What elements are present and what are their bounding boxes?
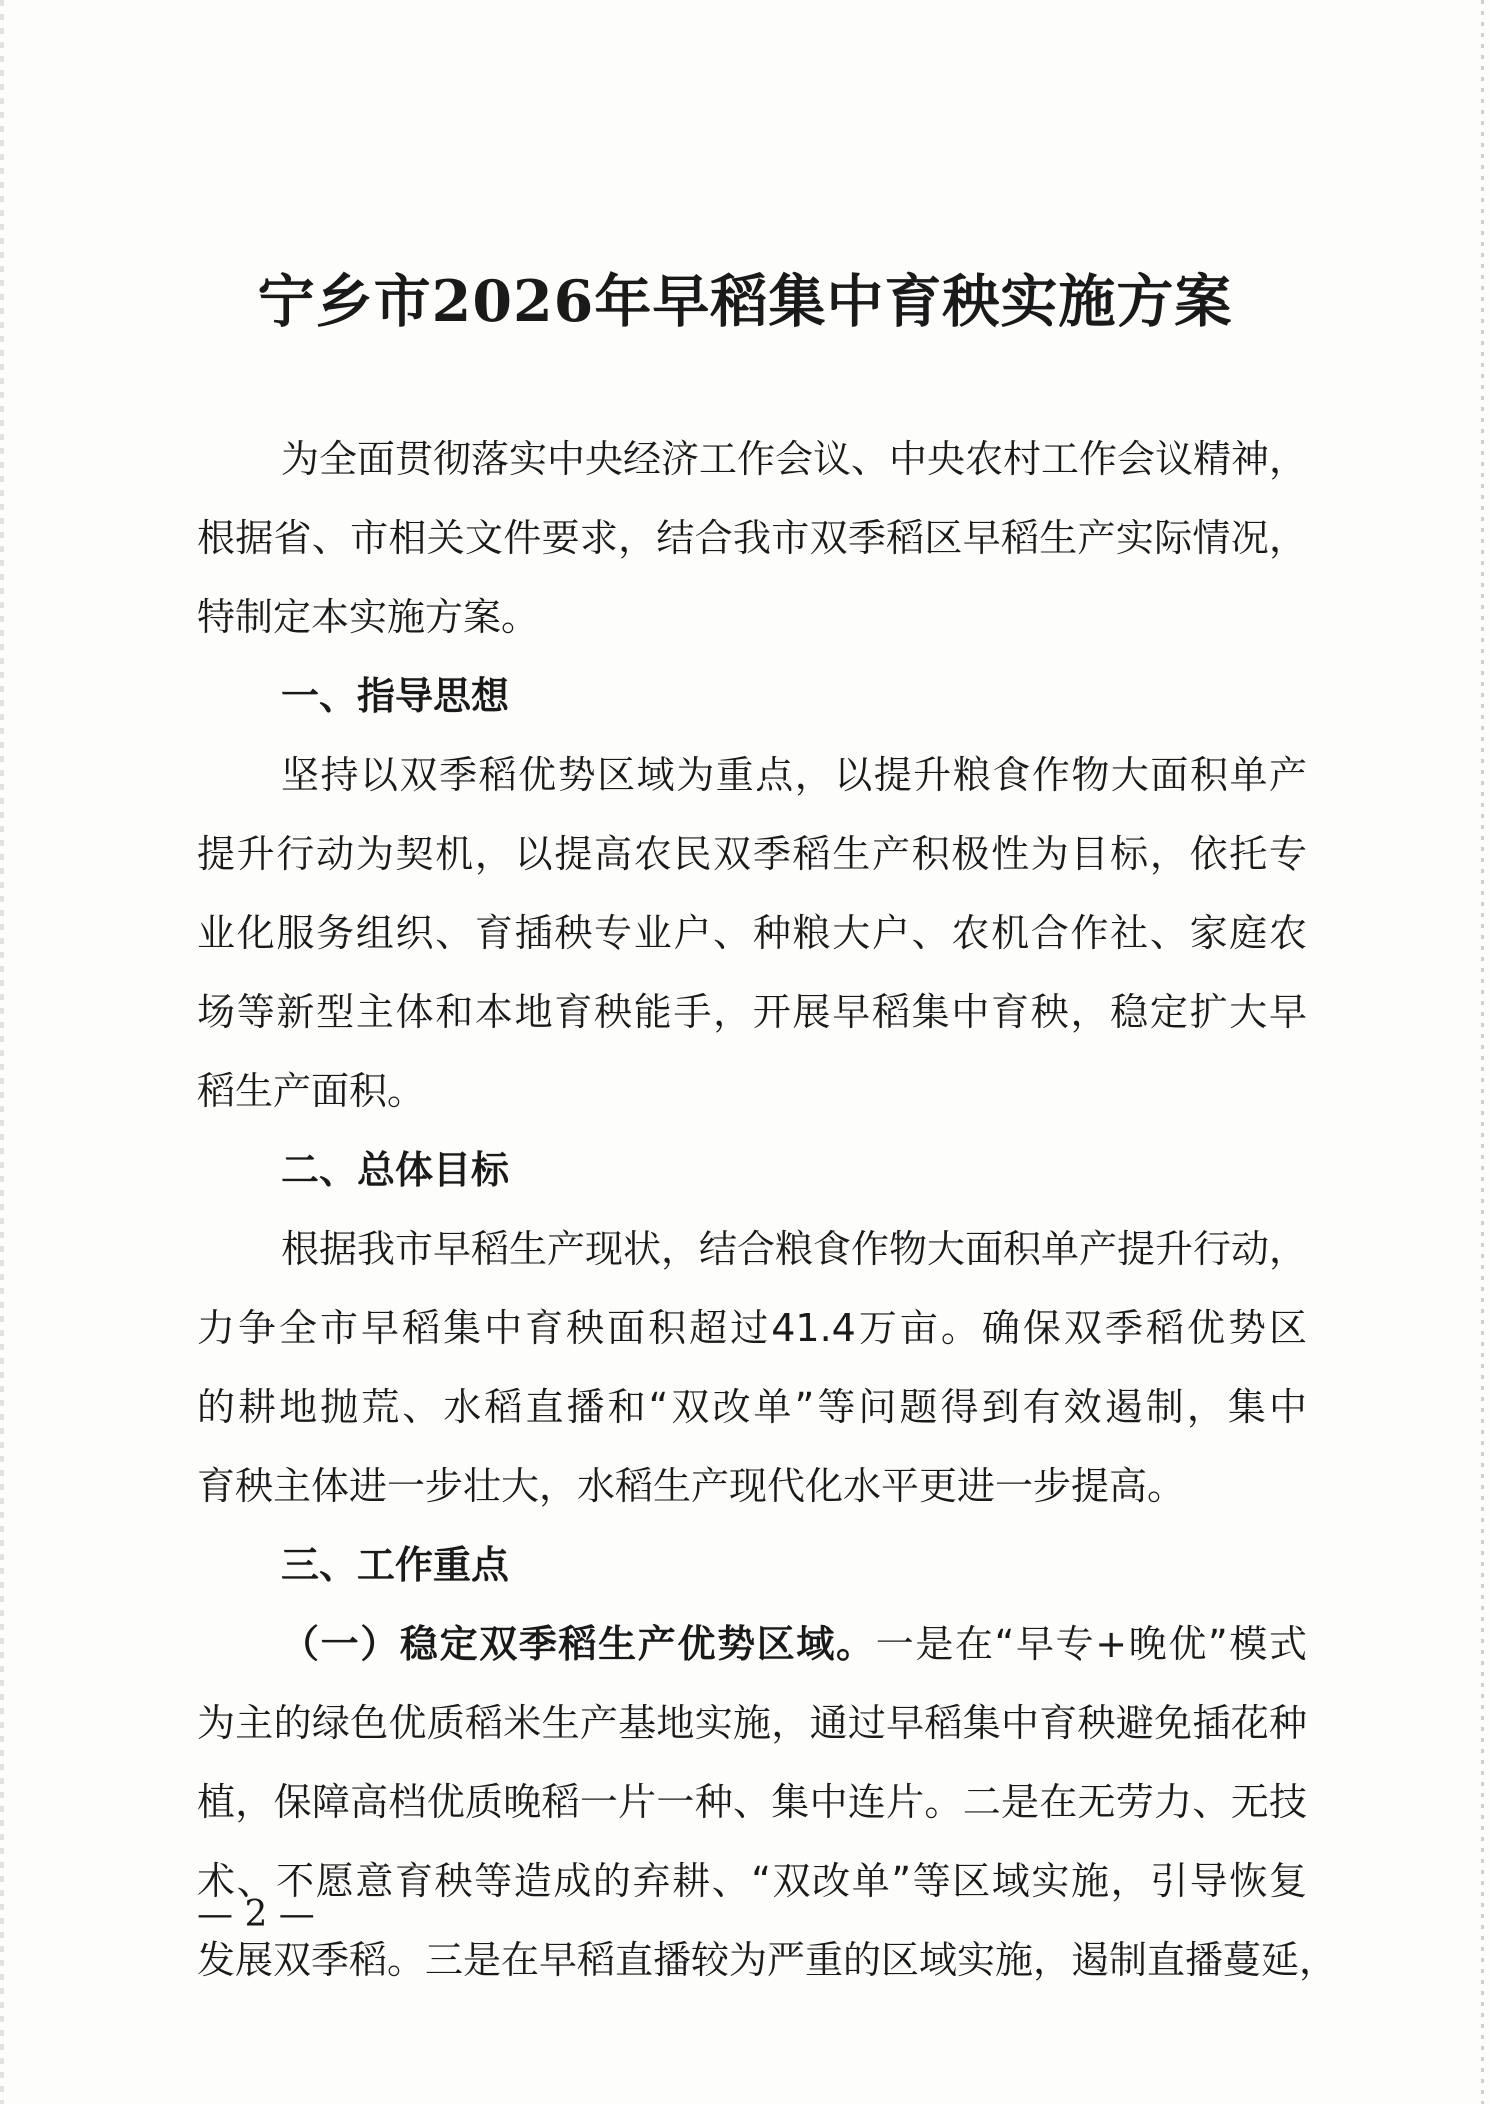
intro-line: 根据省、市相关文件要求，结合我市双季稻区早稻生产实际情况， (197, 516, 1307, 560)
paragraph-line-with-subheading (197, 1605, 1307, 1684)
paragraph-line: 坚持以双季稻优势区域为重点，以提升粮食作物大面积单产 (281, 753, 1307, 797)
section-heading-guiding-ideology: 一、指导思想 (281, 674, 510, 718)
paragraph-line: 根据我市早稻生产现状，结合粮食作物大面积单产提升行动， (281, 1227, 1308, 1271)
paragraph-line: 育秧主体进一步壮大，水稻生产现代化水平更进一步提高。 (197, 1464, 1186, 1508)
paragraph-line: 为主的绿色优质稻米生产基地实施，通过早稻集中育秧避免插花种 (197, 1701, 1307, 1745)
paragraph-line: 提升行动为契机，以提高农民双季稻生产积极性为目标，依托专 (197, 832, 1307, 876)
paragraph-text: 一是在“早专+晚优”模式 (875, 1622, 1307, 1666)
paragraph-line: 的耕地抛荒、水稻直播和“双改单”等问题得到有效遏制，集中 (197, 1385, 1307, 1429)
document-body (197, 420, 1338, 2000)
document-title: 宁乡市2026年早稻集中育秧实施方案 (257, 268, 1233, 335)
subheading-stabilize-region: （一）稳定双季稻生产优势区域。 (281, 1622, 876, 1666)
paragraph-line: 稻生产面积。 (197, 1069, 426, 1113)
paragraph-line: 力争全市早稻集中育秧面积超过41.4万亩。确保双季稻优势区 (197, 1306, 1307, 1350)
section-heading-work-priorities: 三、工作重点 (281, 1543, 510, 1587)
paragraph-line: 发展双季稻。三是在早稻直播较为严重的区域实施，遏制直播蔓延， (197, 1938, 1338, 1982)
intro-line: 为全面贯彻落实中央经济工作会议、中央农村工作会议精神， (281, 437, 1308, 481)
section-heading-overall-goals: 二、总体目标 (281, 1148, 510, 1192)
paragraph-line: 术、不愿意育秧等造成的弃耕、“双改单”等区域实施，引导恢复 (197, 1859, 1307, 1903)
page-number: — 2 — (197, 1894, 315, 1935)
paragraph-line: 植，保障高档优质晚稻一片一种、集中连片。二是在无劳力、无技 (197, 1780, 1307, 1824)
paragraph-line: 场等新型主体和本地育秧能手，开展早稻集中育秧，稳定扩大早 (197, 990, 1307, 1034)
paragraph-line: 业化服务组织、育插秧专业户、种粮大户、农机合作社、家庭农 (197, 911, 1307, 955)
intro-line: 特制定本实施方案。 (197, 595, 540, 639)
